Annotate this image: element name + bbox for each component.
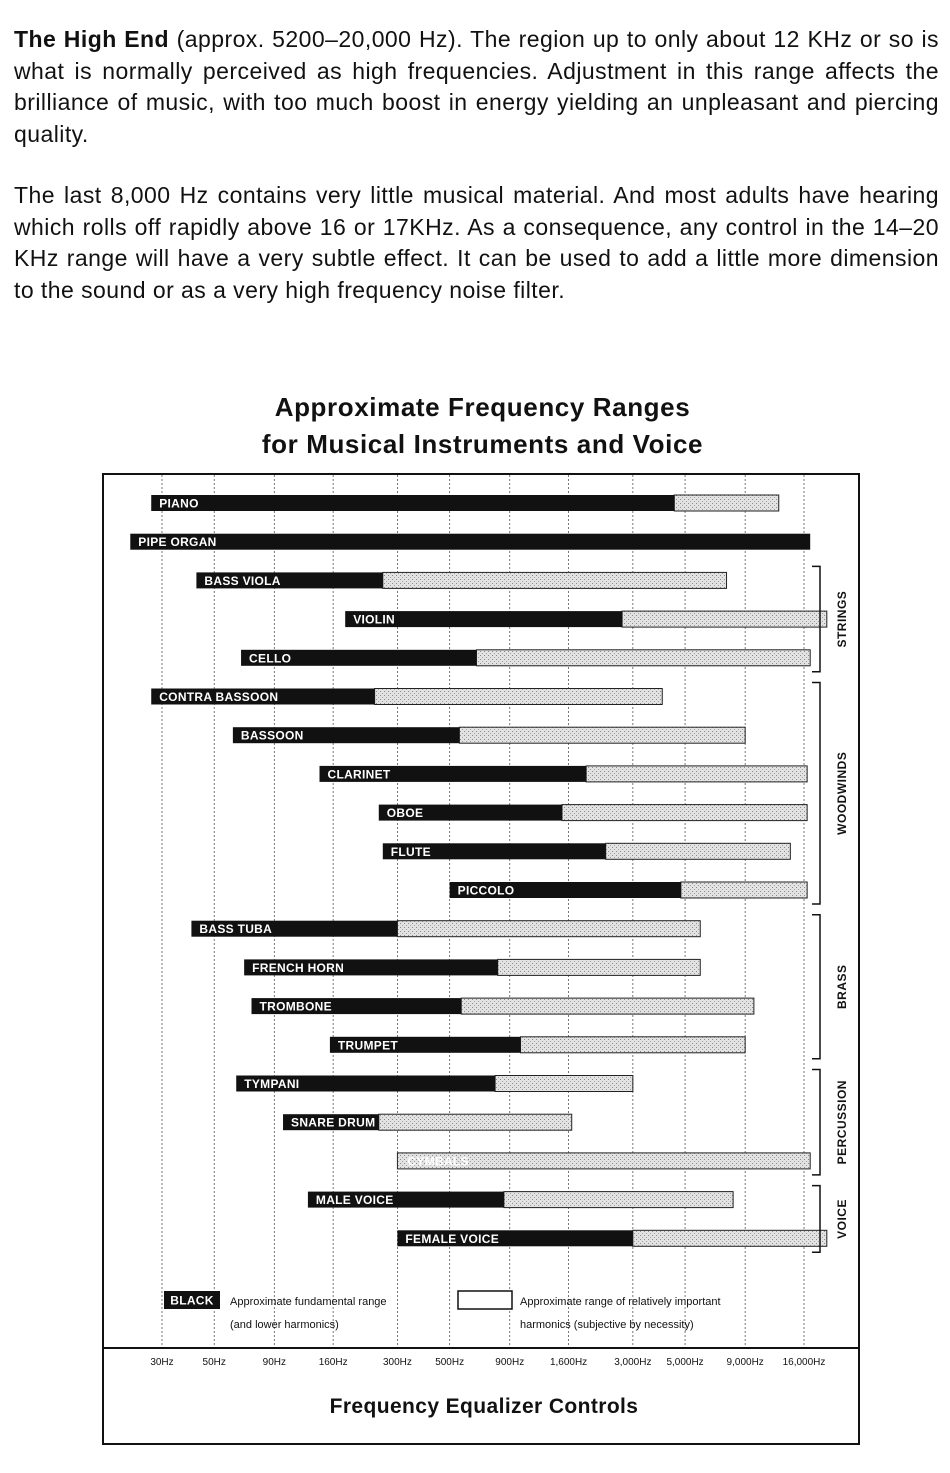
group-label-brass: BRASS xyxy=(835,964,849,1010)
group-bracket-percussion xyxy=(812,1070,820,1175)
harmonic-bar-oboe xyxy=(562,805,807,821)
chart-frame xyxy=(102,473,860,1445)
tick-label: 900Hz xyxy=(495,1357,525,1368)
x-axis-label: Frequency Equalizer Controls xyxy=(329,1395,639,1418)
legend-black-label: BLACK xyxy=(170,1293,214,1308)
legend-grey-label: GREY xyxy=(467,1293,503,1308)
chart-title-line-1: Approximate Frequency Ranges xyxy=(274,392,691,422)
tick-label: 90Hz xyxy=(262,1357,287,1368)
group-bracket-woodwinds xyxy=(812,683,820,905)
bar-label-oboe: OBOE xyxy=(386,806,424,821)
harmonic-bar-trumpet xyxy=(521,1037,746,1053)
bar-label-violin: VIOLIN xyxy=(353,612,396,627)
harmonic-bar-flute xyxy=(606,843,791,859)
harmonic-bar-bass-tuba xyxy=(397,921,700,937)
bar-label-flute: FLUTE xyxy=(390,844,431,859)
harmonic-bar-tympani xyxy=(495,1076,633,1092)
bar-label-clarinet: CLARINET xyxy=(327,767,391,782)
bar-label-bass-tuba: BASS TUBA xyxy=(199,922,273,937)
paragraph-body: (approx. 5200–20,000 Hz). The region up to only about 12 KHz or so is what is normally perceived as high frequencies. Adjustment in this range affects the brilliance of music, with too much boost in energy yielding an unpleasant and piercing quality. xyxy=(14,26,940,147)
fundamental-bar-piano xyxy=(151,495,674,511)
legend-black-text: (and lower harmonics) xyxy=(230,1319,339,1331)
harmonic-bar-piccolo xyxy=(681,882,807,898)
harmonic-bar-female-voice xyxy=(633,1230,827,1246)
fundamental-bar-pipe-organ xyxy=(130,534,810,550)
legend-grey-text: Approximate range of relatively important xyxy=(520,1296,721,1308)
harmonic-bar-cello xyxy=(476,650,810,666)
bar-label-piano: PIANO xyxy=(159,496,199,511)
group-label-voice: VOICE xyxy=(835,1199,849,1239)
bar-label-trombone: TROMBONE xyxy=(259,999,332,1014)
bar-label-contra-bassoon: CONTRA BASSOON xyxy=(159,690,279,704)
bar-label-french-horn: FRENCH HORN xyxy=(252,960,345,975)
bar-label-bassoon: BASSOON xyxy=(240,728,304,743)
tick-label: 160Hz xyxy=(318,1357,348,1368)
harmonic-bar-bassoon xyxy=(459,727,745,743)
bar-label-male-voice: MALE VOICE xyxy=(315,1193,394,1208)
tick-label: 50Hz xyxy=(202,1357,226,1368)
paragraph-high-end xyxy=(14,24,939,150)
harmonic-bar-bass-viola xyxy=(383,572,727,588)
harmonic-bar-violin xyxy=(622,611,827,627)
group-label-woodwinds: WOODWINDS xyxy=(835,751,849,835)
bar-label-piccolo: PICCOLO xyxy=(457,883,515,898)
legend-grey-text: harmonics (subjective by necessity) xyxy=(520,1319,694,1331)
paragraph-lead: The High End xyxy=(14,26,170,52)
bar-label-pipe-organ: PIPE ORGAN xyxy=(138,535,217,550)
harmonic-bar-trombone xyxy=(461,998,754,1014)
legend-black-text: Approximate fundamental range xyxy=(230,1296,387,1308)
bar-label-trumpet: TRUMPET xyxy=(337,1038,399,1053)
bar-label-tympani: TYMPANI xyxy=(244,1077,300,1091)
chart-title-line-2: for Musical Instruments and Voice xyxy=(261,429,704,459)
tick-label: 5,000Hz xyxy=(666,1357,704,1368)
frequency-range-chart xyxy=(104,475,858,1443)
tick-label: 30Hz xyxy=(150,1357,174,1368)
paragraph-last-8000: The last 8,000 Hz contains very little musical material. And most adults have hearing which rolls off rapidly above 16 or 17KHz. As a consequence, any control in the 14–20 KHz range will have a very subtle effect. It can be used to add a little more dimension to the sound or as a very high frequency noise filter. xyxy=(14,182,939,303)
harmonic-bar-clarinet xyxy=(586,766,807,782)
bar-label-cymbals: CYMBALS xyxy=(407,1154,469,1169)
bar-label-female-voice: FEMALE VOICE xyxy=(405,1231,500,1246)
bar-label-cello: CELLO xyxy=(249,651,292,666)
group-bracket-brass xyxy=(812,915,820,1059)
bar-label-bass-viola: BASS VIOLA xyxy=(204,573,281,588)
group-label-percussion: PERCUSSION xyxy=(835,1080,849,1165)
tick-label: 3,000Hz xyxy=(614,1357,652,1368)
tick-label: 300Hz xyxy=(382,1357,412,1368)
harmonic-bar-contra-bassoon xyxy=(375,689,663,705)
harmonic-bar-french-horn xyxy=(498,959,701,975)
group-label-strings: STRINGS xyxy=(835,590,849,648)
harmonic-bar-piano xyxy=(674,495,778,511)
tick-label: 16,000Hz xyxy=(782,1357,826,1368)
tick-label: 9,000Hz xyxy=(726,1357,764,1368)
harmonic-bar-male-voice xyxy=(504,1192,733,1208)
tick-label: 500Hz xyxy=(435,1357,465,1368)
tick-label: 1,600Hz xyxy=(549,1357,588,1368)
harmonic-bar-snare-drum xyxy=(379,1114,572,1130)
bar-label-snare-drum: SNARE DRUM xyxy=(291,1115,376,1130)
